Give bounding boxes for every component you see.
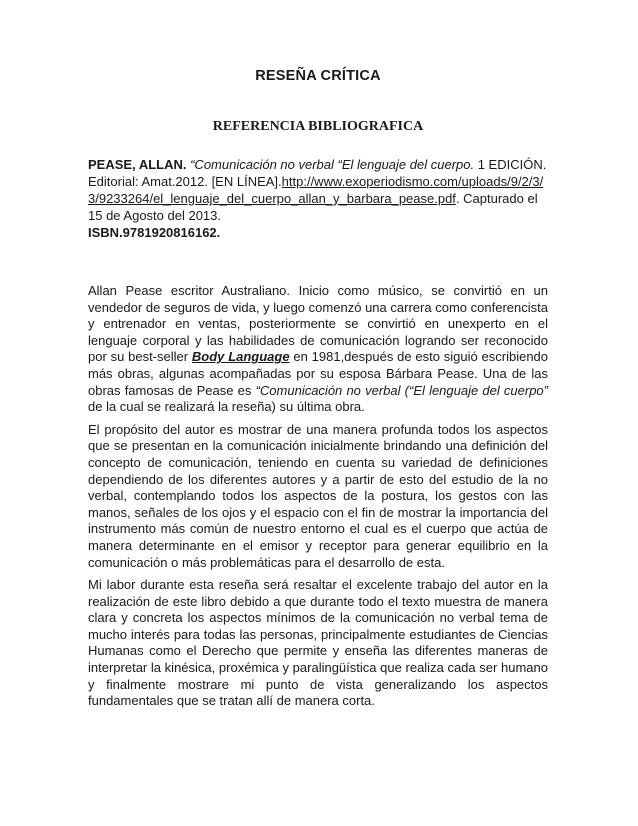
book-title-body-language: Body Language	[191, 349, 290, 365]
reference-work-title: “Comunicación no verbal “El lenguaje del cuerpo.	[186, 157, 475, 172]
book-title-quote: “Comunicación no verbal (“El lenguaje del cuerpo”	[255, 382, 548, 398]
paragraph1-part2: en 1981,después de esto siguió escribiendo más obras, algunas acompañadas por su esposa Bárbara Pease. Una de las obras famosas de Pease es	[88, 349, 549, 398]
document-subtitle: REFERENCIA BIBLIOGRAFICA	[212, 119, 424, 134]
reference-isbn-value: .9781920816162.	[119, 225, 221, 240]
reference-edition: 1 EDICIÓN. Editorial: Amat.2012. [EN LÍNEA].	[88, 157, 547, 189]
reference-captured: . Capturado el 15 de Agosto del 2013.	[88, 191, 538, 223]
paragraph-purpose: El propósito del autor es mostrar de una manera profunda todos los aspectos que se presentan en la comunicación inicialmente brindando una definición del concepto de comunicación, teniendo en cuenta su variedad de definiciones dependiendo de los diferentes autores y a partir de esto del estudio de la no verbal, contemplando todos los aspectos de la postura, los gestos con las manos, señales de los ojos y el espacio con el fin de mostrar la importancia del instrumento más común de nuestro entorno el cual es el cuerpo que actúa de manera determinante en el emisor y receptor para generar equilibrio en la comunicación o más problemáticas para el desarrollo de esta.	[88, 421, 548, 570]
paragraph-author-bio	[88, 283, 548, 416]
bibliographic-reference	[88, 156, 548, 241]
review-body	[88, 283, 548, 716]
reference-url-link[interactable]: http://www.exoperiodismo.com/uploads/9/2/3/3/9233264/el_lenguaje_del_cuerpo_allan_y_barbara_pease.pdf	[88, 174, 544, 206]
paragraph1-part1: Allan Pease escritor Australiano. Inicio como músico, se convirtió en un vendedor de seguros de vida, y luego comenzó una carrera como conferencista y entrenador en ventas, posteriormente se convirtió en unexperto en el lenguaje corporal y las habilidades de comunicación logrando ser reconocido por su best-seller	[88, 283, 548, 365]
document-title: RESEÑA CRÍTICA	[255, 68, 381, 84]
paragraph-review-work: Mi labor durante esta reseña será resaltar el excelente trabajo del autor en la realización de este libro debido a que durante todo el texto muestra de manera clara y concreta los aspectos mínimos de la comunicación no verbal tema de mucho interés para todas las personas, principalmente estudiantes de Ciencias Humanas como el Derecho que permite y enseña las diferentes maneras de interpretar la kinésica, proxémica y paralingüística que realiza cada ser humano y finalmente mostrare mi punto de vista generalizando los aspectos fundamentales que se tratan allí de manera corta.	[88, 577, 548, 709]
reference-isbn-label: ISBN	[88, 225, 120, 240]
reference-author: PEASE, ALLAN.	[88, 157, 187, 172]
paragraph1-part3: de la cual se realizará la reseña) su última obra.	[88, 399, 365, 415]
